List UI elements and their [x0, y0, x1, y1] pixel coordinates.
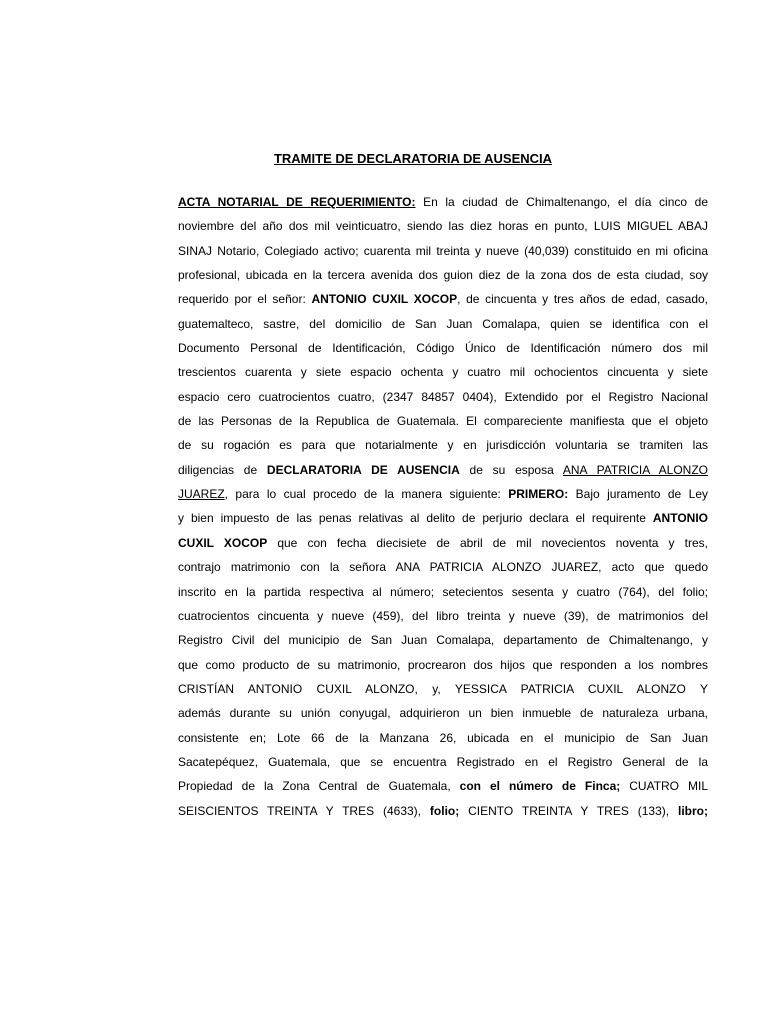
text-line: [178, 774, 708, 798]
text-run: ANTONIO: [652, 511, 708, 526]
text-run: Bajo juramento de Ley: [568, 487, 708, 502]
text-run: CIENTO TREINTA Y TRES (133),: [459, 803, 678, 818]
text-run: , de cincuenta y tres años de edad, casado,: [457, 292, 709, 307]
text-run: inscrito en la partida respectiva al número; setecientos sesenta y cuatro (764), del folio;: [178, 584, 708, 599]
text-run: JUAREZ: [178, 487, 225, 502]
text-run: que como producto de su matrimonio, procrearon dos hijos que responden a los nombres: [178, 657, 708, 672]
text-run: SEISCIENTOS TREINTA Y TRES (4633),: [178, 803, 430, 818]
text-run: noviembre del año dos mil veinticuatro, siendo las diez horas en punto, LUIS MIGUEL ABAJ: [178, 219, 708, 234]
text-run: cuatrocientos cincuenta y nueve (459), del libro treinta y nueve (39), de matrimonios del: [178, 608, 708, 623]
text-line: [178, 628, 708, 652]
text-run: consistente en; Lote 66 de la Manzana 26, ubicada en el municipio de San Juan: [178, 730, 708, 745]
text-line: [178, 190, 708, 214]
text-run: Sacatepéquez, Guatemala, que se encuentra Registrado en el Registro General de la: [178, 754, 708, 769]
text-line: [178, 409, 708, 433]
text-run: con el número de Finca;: [459, 779, 621, 794]
text-run: , para lo cual procedo de la manera siguiente:: [224, 487, 509, 502]
text-run: espacio cero cuatrocientos cuatro, (2347 84857 0404), Extendido por el Registro Nacional: [178, 389, 708, 404]
text-run: de su rogación es para que notarialmente y en jurisdicción voluntaria se tramiten las: [178, 438, 708, 453]
text-line: [178, 312, 708, 336]
text-run: folio;: [429, 803, 460, 818]
text-run: Propiedad de la Zona Central de Guatemala,: [178, 779, 460, 794]
text-run: que con fecha diecisiete de abril de mil novecientos noventa y tres,: [267, 535, 708, 550]
text-run: CUATRO MIL: [620, 779, 708, 794]
text-run: CRISTÍAN ANTONIO CUXIL ALONZO, y, YESSICA PATRICIA CUXIL ALONZO Y: [178, 681, 708, 696]
text-run: CUXIL XOCOP: [178, 535, 268, 550]
document-title: TRAMITE DE DECLARATORIA DE AUSENCIA: [273, 151, 553, 166]
text-run: además durante su unión conyugal, adquirieron un bien inmueble de naturaleza urbana,: [178, 706, 708, 721]
text-run: trescientos cuarenta y siete espacio ochenta y cuatro mil ochocientos cincuenta y siete: [178, 365, 708, 380]
text-line: [178, 458, 708, 482]
text-line: [178, 385, 708, 409]
text-line: [178, 433, 708, 457]
text-run: Documento Personal de Identificación, Código Único de Identificación número dos mil: [178, 341, 708, 356]
text-run: guatemalteco, sastre, del domicilio de San Juan Comalapa, quien se identifica con el: [178, 316, 708, 331]
text-run: En la ciudad de Chimaltenango, el día cinco de: [415, 195, 709, 209]
text-line: [178, 701, 708, 725]
text-line: [178, 506, 708, 530]
text-line: [178, 677, 708, 701]
text-line: [178, 726, 708, 750]
text-line: [178, 287, 708, 311]
text-line: [178, 531, 708, 555]
document-body: [178, 190, 708, 823]
text-run: contrajo matrimonio con la señora ANA PATRICIA ALONZO JUAREZ, acto que quedo: [178, 560, 708, 575]
text-run: ACTA NOTARIAL DE REQUERIMIENTO:: [178, 195, 416, 209]
text-line: [178, 336, 708, 360]
text-run: de las Personas de la Republica de Guatemala. El compareciente manifiesta que el objeto: [178, 414, 708, 429]
text-run: DECLARATORIA DE AUSENCIA: [266, 462, 460, 477]
text-run: diligencias de: [178, 462, 267, 477]
text-line: [178, 555, 708, 579]
text-line: [178, 214, 708, 238]
text-line: [178, 263, 708, 287]
text-line: [178, 239, 708, 263]
text-run: requerido por el señor:: [178, 292, 312, 307]
text-line: [178, 360, 708, 384]
text-line: [178, 750, 708, 774]
text-line: [178, 653, 708, 677]
text-run: SINAJ Notario, Colegiado activo; cuarenta mil treinta y nueve (40,039) constituido en mi oficina: [178, 243, 708, 258]
text-run: libro;: [678, 803, 708, 818]
text-run: ANA PATRICIA ALONZO: [562, 462, 708, 477]
text-line: [178, 482, 708, 506]
text-run: y bien impuesto de las penas relativas al delito de perjurio declara el requirente: [178, 511, 653, 526]
text-run: PRIMERO:: [508, 487, 569, 502]
text-run: ANTONIO CUXIL XOCOP: [311, 292, 458, 307]
text-run: Registro Civil del municipio de San Juan Comalapa, departamento de Chimaltenango, y: [178, 633, 708, 648]
text-line: [178, 799, 708, 823]
text-run: profesional, ubicada en la tercera avenida dos guion diez de la zona dos de esta ciudad, soy: [178, 268, 708, 283]
text-run: de su esposa: [459, 462, 563, 477]
text-line: [178, 580, 708, 604]
text-line: [178, 604, 708, 628]
